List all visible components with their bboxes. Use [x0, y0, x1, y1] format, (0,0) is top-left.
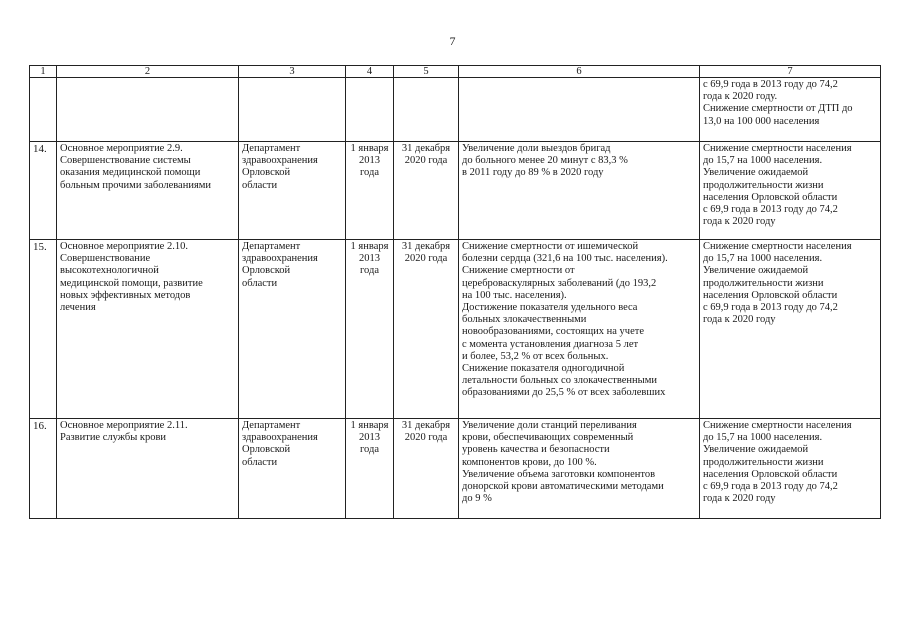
result-cell: Увеличение доли станций переливания крови, обеспечивающих современный уровень качества и безопасности компонентов крови, до 100 %. Увеличение объема заготовки компонентов донорской крови автоматическими методами до 9 % [459, 419, 700, 519]
start-date-cell: 1 января 2013 года [346, 142, 394, 240]
event-cell: Основное мероприятие 2.11. Развитие службы крови [57, 419, 239, 519]
indicators-cell: Снижение смертности населения до 15,7 на 1000 населения. Увеличение ожидаемой продолжительности жизни населения Орловской области с 69,9 года в 2013 году до 74,2 года к 2020 году [700, 419, 881, 519]
page-number: 7 [449, 34, 456, 48]
row-number: 15. [30, 240, 57, 419]
column-number-row [30, 66, 881, 78]
end-date-cell: 31 декабря 2020 года [394, 142, 459, 240]
end-date-cell: 31 декабря 2020 года [394, 419, 459, 519]
executor-cell: Департамент здравоохранения Орловской области [239, 419, 346, 519]
start-date-cell: 1 января 2013 года [346, 240, 394, 419]
end-date-cell: 31 декабря 2020 года [394, 240, 459, 419]
end-date-cell [394, 78, 459, 142]
result-cell: Снижение смертности от ишемической болезни сердца (321,6 на 100 тыс. населения). Снижение смертности от цереброваскулярных заболеваний (до 193,2 на 100 тыс. населения). Достижение показателя удельного веса больных злокачественными новообразованиями, состоящих на учете с момента установления диагноза 5 лет и более, 53,2 % от всех больных. Снижение показателя одногодичной летальности больных со злокачественными образованиями до 25,5 % от всех заболевших [459, 240, 700, 419]
start-date-cell: 1 января 2013 года [346, 419, 394, 519]
row-number [30, 78, 57, 142]
table-row [30, 419, 881, 519]
executor-cell [239, 78, 346, 142]
table-row [30, 142, 881, 240]
column-header: 1 [30, 66, 57, 78]
event-cell: Основное мероприятие 2.9. Совершенствование системы оказания медицинской помощи больным прочими заболеваниями [57, 142, 239, 240]
column-header: 7 [700, 66, 881, 78]
indicators-cell: Снижение смертности населения до 15,7 на 1000 населения. Увеличение ожидаемой продолжительности жизни населения Орловской области с 69,9 года в 2013 году до 74,2 года к 2020 году [700, 142, 881, 240]
column-header: 5 [394, 66, 459, 78]
column-header: 6 [459, 66, 700, 78]
event-cell [57, 78, 239, 142]
start-date-cell [346, 78, 394, 142]
row-number: 14. [30, 142, 57, 240]
result-cell [459, 78, 700, 142]
executor-cell: Департамент здравоохранения Орловской области [239, 142, 346, 240]
result-cell: Увеличение доли выездов бригад до больного менее 20 минут с 83,3 % в 2011 году до 89 % в 2020 году [459, 142, 700, 240]
table-row [30, 240, 881, 419]
indicators-cell: с 69,9 года в 2013 году до 74,2 года к 2020 году. Снижение смертности от ДТП до 13,0 на 100 000 населения [700, 78, 881, 142]
column-header: 2 [57, 66, 239, 78]
executor-cell: Департамент здравоохранения Орловской области [239, 240, 346, 419]
activities-table [29, 65, 881, 519]
row-number: 16. [30, 419, 57, 519]
event-cell: Основное мероприятие 2.10. Совершенствование высокотехнологичной медицинской помощи, развитие новых эффективных методов лечения [57, 240, 239, 419]
column-header: 4 [346, 66, 394, 78]
table-row [30, 78, 881, 142]
column-header: 3 [239, 66, 346, 78]
indicators-cell: Снижение смертности населения до 15,7 на 1000 населения. Увеличение ожидаемой продолжительности жизни населения Орловской области с 69,9 года в 2013 году до 74,2 года к 2020 году [700, 240, 881, 419]
